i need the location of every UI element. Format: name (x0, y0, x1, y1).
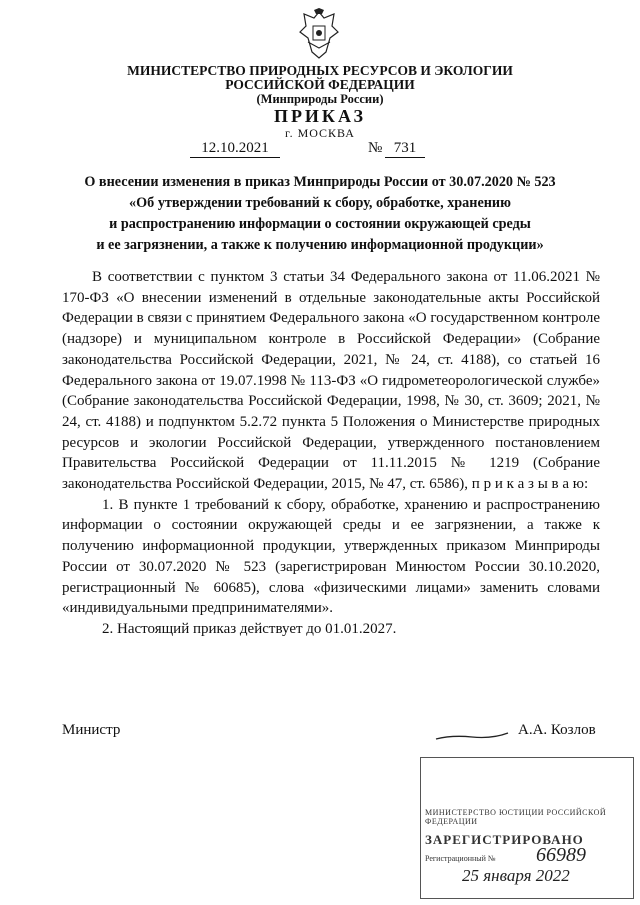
item-1-paragraph: 1. В пункте 1 требований к сбору, обработке, хранению и распространению информации о состоянии окружающей среды и ее загрязнении, а также к получению информационной продукции, утвержденных приказом Минприроды России от 30.07.2020 № 523 (зарегистрирован Минюстом России 30.10.2020, регистрационный № 60685), слова «физическими лицами» заменить словами «индивидуальными предпринимателями». (62, 496, 600, 617)
ministry-name-line1: МИНИСТЕРСТВО ПРИРОДНЫХ РЕСУРСОВ И ЭКОЛОГИИ (127, 63, 513, 78)
coat-of-arms-emblem (296, 8, 342, 60)
stamp-registration-label: Регистрационный № (425, 854, 496, 863)
order-number: 731 (385, 140, 425, 158)
city: г. МОСКВА (285, 126, 355, 140)
document-body (62, 267, 600, 640)
stamp-registration-date: 25 января 2022 (462, 866, 570, 885)
order-date: 12.10.2021 (190, 140, 280, 158)
handwritten-signature (432, 725, 512, 745)
order-number-label: № (368, 140, 383, 156)
signatory-name: А.А. Козлов (518, 722, 596, 738)
stamp-registered-label: ЗАРЕГИСТРИРОВАНО (425, 832, 584, 847)
preamble-paragraph: В соответствии с пунктом 3 статьи 34 Федерального закона от 11.06.2021 № 170-ФЗ «О внесении изменений в отдельные законодательные акты Российской Федерации в связи с принятием Федерального закона «О государственном контроле (надзоре) и муниципальном контроле в Российской Федерации» (Собрание законодательства Российской Федерации, 2021, № 24, ст. 4188), со статьей 16 Федерального закона от 19.07.1998 № 113-ФЗ «О гидрометеорологической службе» (Собрание законодательства Российской Федерации, 1998, № 30, ст. 3609; 2021, № 24, ст. 4188) и подпунктом 5.2.72 пункта 5 Положения о Министерстве природных ресурсов и экологии Российской Федерации, утвержденного постановлением Правительства Российской Федерации от 11.11.2015 № 1219 (Собрание законодательства Российской Федерации, 2015, № 47, ст. 6586), п р и к а з ы в а ю: (62, 269, 600, 493)
stamp-registration-number: 66989 (536, 844, 586, 866)
subject-line1: О внесении изменения в приказ Минприроды России от 30.07.2020 № 523 (84, 174, 556, 190)
subject-line4: и ее загрязнении, а также к получению информационной продукции» (96, 237, 544, 253)
subject-line2: «Об утверждении требований к сбору, обработке, хранению (129, 195, 511, 211)
stamp-ministry-line: МИНИСТЕРСТВО ЮСТИЦИИ РОССИЙСКОЙ ФЕДЕРАЦИИ (425, 808, 607, 826)
item-2-paragraph: 2. Настоящий приказ действует до 01.01.2027. (102, 620, 397, 637)
subject-line3: и распространению информации о состоянии окружающей среды (109, 216, 531, 232)
ministry-short-name: (Минприроды России) (256, 92, 384, 106)
signatory-position: Министр (62, 722, 121, 738)
document-type: ПРИКАЗ (273, 106, 367, 126)
ministry-name-line2: РОССИЙСКОЙ ФЕДЕРАЦИИ (225, 77, 415, 92)
